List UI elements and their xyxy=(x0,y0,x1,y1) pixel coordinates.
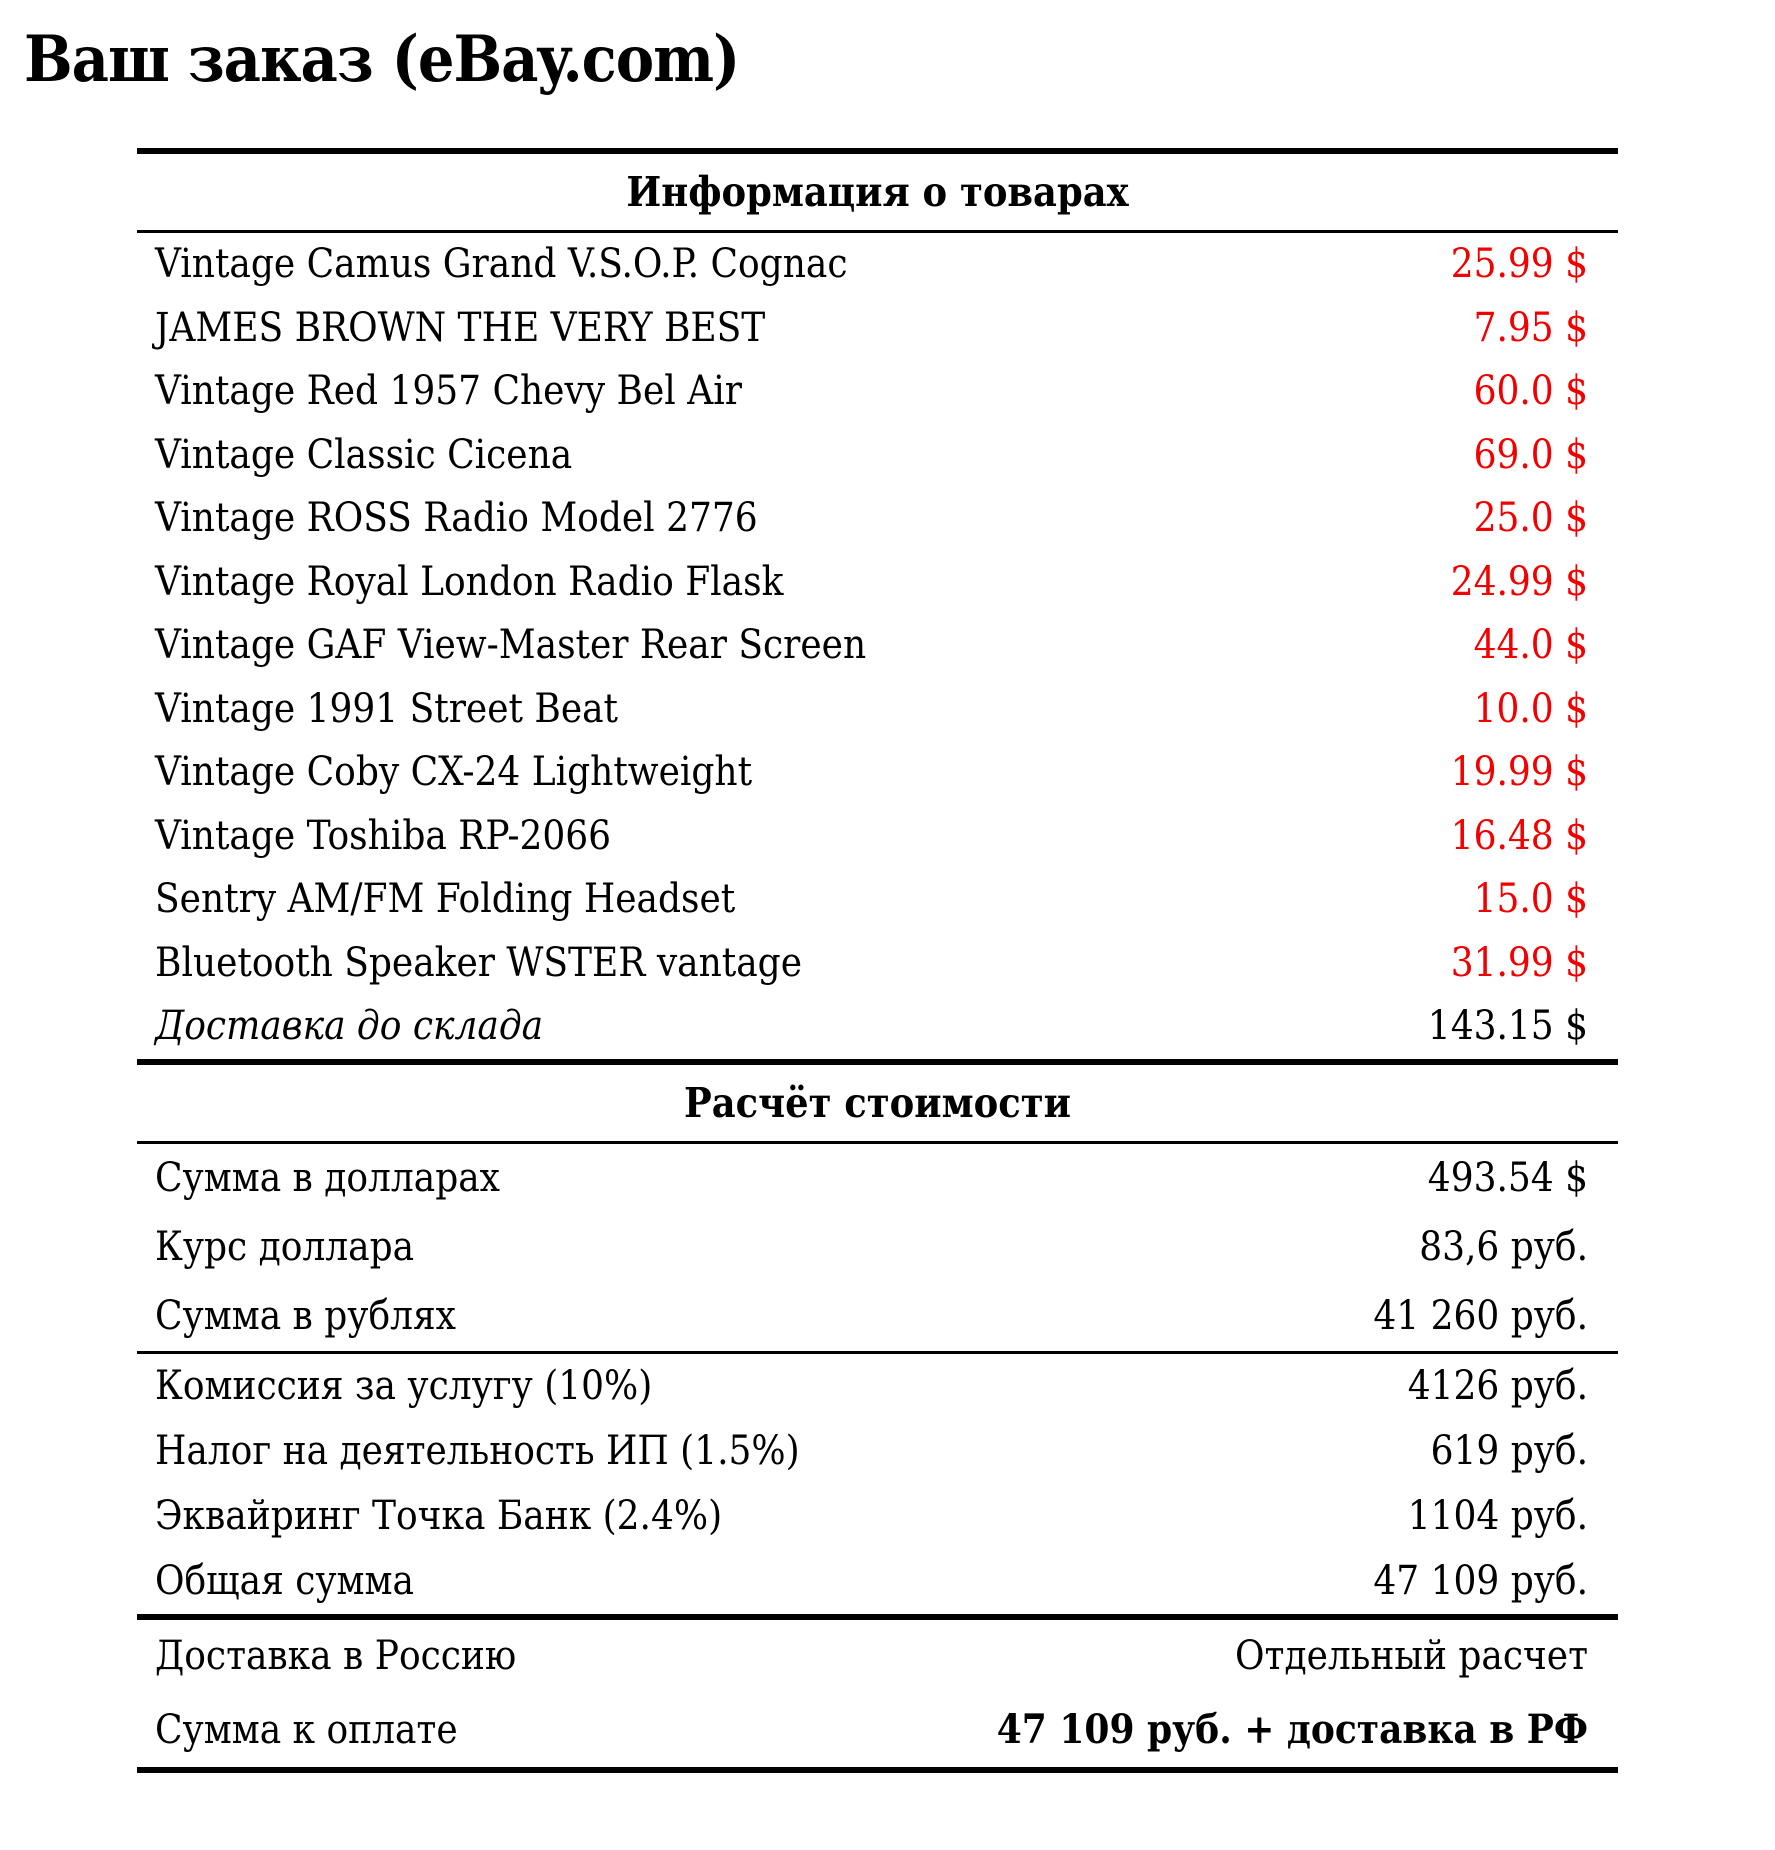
product-price: 44.0 $ xyxy=(1473,622,1588,668)
calc-section-header: Расчёт стоимости xyxy=(684,1078,1071,1127)
product-row xyxy=(137,614,1618,678)
calc-fees-group xyxy=(137,1354,1618,1614)
product-row xyxy=(137,932,1618,996)
product-price: 19.99 $ xyxy=(1450,749,1588,795)
calc-label: Комиссия за услугу (10%) xyxy=(155,1362,653,1409)
calc-value: 619 руб. xyxy=(1430,1427,1588,1474)
product-price: 10.0 $ xyxy=(1473,685,1588,732)
products-list xyxy=(137,233,1618,1059)
page-title: Ваш заказ (eBay.com) xyxy=(24,22,740,97)
calc-value: 1104 руб. xyxy=(1407,1492,1588,1539)
calc-label: Сумма в долларах xyxy=(155,1154,500,1201)
calc-sums-group xyxy=(137,1144,1618,1351)
calc-label: Налог на деятельность ИП (1.5%) xyxy=(155,1427,800,1474)
product-name: Vintage Toshiba RP-2066 xyxy=(155,812,612,859)
product-price: 60.0 $ xyxy=(1473,368,1588,414)
product-price: 25.0 $ xyxy=(1473,495,1588,541)
product-name: JAMES BROWN THE VERY BEST xyxy=(155,304,766,351)
payment-group xyxy=(137,1620,1618,1767)
shipping-to-warehouse-price: 143.15 $ xyxy=(1427,1003,1588,1049)
total-sum-row xyxy=(137,1549,1618,1614)
calc-row xyxy=(137,1213,1618,1282)
calc-value: 83,6 руб. xyxy=(1419,1223,1588,1270)
calc-row xyxy=(137,1484,1618,1549)
shipping-to-russia-row xyxy=(137,1620,1618,1693)
calc-value: 41 260 руб. xyxy=(1373,1292,1588,1339)
product-name: Vintage Camus Grand V.S.O.P. Cognac xyxy=(155,241,848,287)
shipping-to-russia-value: Отдельный расчет xyxy=(1235,1632,1588,1679)
product-price: 16.48 $ xyxy=(1450,812,1588,859)
bottom-rule xyxy=(137,1767,1618,1773)
amount-due-label: Сумма к оплате xyxy=(155,1706,458,1753)
calc-label: Эквайринг Точка Банк (2.4%) xyxy=(155,1492,723,1539)
product-price: 24.99 $ xyxy=(1450,558,1588,605)
products-section-header: Информация о товарах xyxy=(626,168,1129,216)
product-row xyxy=(137,551,1618,615)
product-price: 31.99 $ xyxy=(1450,939,1588,986)
amount-due-row xyxy=(137,1693,1618,1767)
order-table xyxy=(137,148,1618,1773)
product-name: Vintage Coby CX-24 Lightweight xyxy=(155,749,753,795)
product-row xyxy=(137,741,1618,805)
calc-label: Сумма в рублях xyxy=(155,1292,456,1339)
product-price: 69.0 $ xyxy=(1473,431,1588,478)
product-price: 15.0 $ xyxy=(1473,876,1588,922)
product-name: Vintage Royal London Radio Flask xyxy=(155,558,784,605)
product-name: Vintage Red 1957 Chevy Bel Air xyxy=(155,368,742,414)
product-row xyxy=(137,360,1618,424)
total-sum-value: 47 109 руб. xyxy=(1373,1557,1588,1604)
product-name: Vintage ROSS Radio Model 2776 xyxy=(155,495,758,541)
calc-label: Курс доллара xyxy=(155,1223,415,1270)
shipping-to-warehouse-label: Доставка до склада xyxy=(155,1003,544,1049)
product-row xyxy=(137,805,1618,869)
product-name: Bluetooth Speaker WSTER vantage xyxy=(155,939,802,986)
product-row xyxy=(137,678,1618,742)
product-name: Vintage GAF View-Master Rear Screen xyxy=(155,622,867,668)
product-row xyxy=(137,868,1618,932)
product-name: Vintage Classic Cicena xyxy=(155,431,573,478)
calc-row xyxy=(137,1419,1618,1484)
product-row xyxy=(137,233,1618,297)
calc-row xyxy=(137,1144,1618,1213)
product-row xyxy=(137,424,1618,488)
calc-value: 4126 руб. xyxy=(1407,1362,1588,1409)
amount-due-value: 47 109 руб. + доставка в РФ xyxy=(996,1705,1588,1753)
product-price: 25.99 $ xyxy=(1450,241,1588,287)
product-row xyxy=(137,297,1618,361)
shipping-to-russia-label: Доставка в Россию xyxy=(155,1632,517,1679)
shipping-to-warehouse-row xyxy=(137,995,1618,1059)
product-row xyxy=(137,487,1618,551)
product-name: Vintage 1991 Street Beat xyxy=(155,685,619,732)
product-name: Sentry AM/FM Folding Headset xyxy=(155,876,736,922)
calc-row xyxy=(137,1282,1618,1351)
product-price: 7.95 $ xyxy=(1473,304,1588,351)
total-sum-label: Общая сумма xyxy=(155,1557,414,1604)
calc-row xyxy=(137,1354,1618,1419)
calc-value: 493.54 $ xyxy=(1427,1154,1588,1201)
